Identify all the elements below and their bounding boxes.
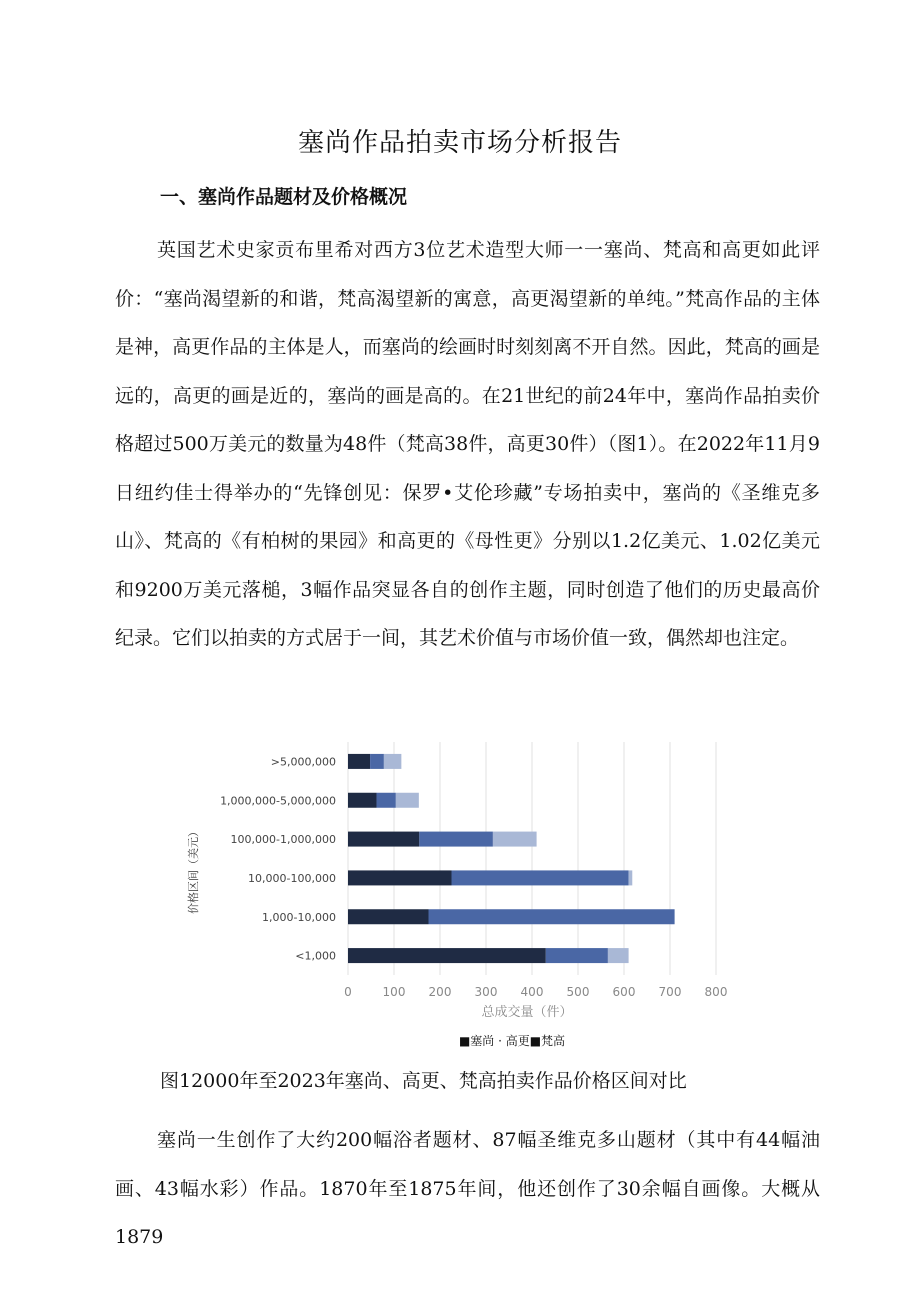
x-tick-label: 800	[704, 985, 728, 999]
bar-塞尚-2	[348, 870, 452, 885]
x-tick-label: 300	[474, 985, 498, 999]
y-tick-label: >5,000,000	[270, 755, 336, 769]
bar-高更-1	[429, 909, 675, 924]
paragraph-intro: 英国艺术史家贡布里希对西方3位艺术造型大师一一塞尚、梵高和高更如此评价：“塞尚渴望新的和谐，梵高渴望新的寓意，高更渴望新的单纯。”梵高作品的主体是神，高更作品的主体是人，而塞尚的绘画时时刻刻离不开自然。因此，梵高的画是远的，高更的画是近的，塞尚的画是高的。在21世纪的前24年中，塞尚作品拍卖价格超过500万美元的数量为48件（梵高38件，高更30件）（图1）。在2022年11月9日纽约佳士得举办的“先锋创见：保罗•艾伦珍藏”专场拍卖中，塞尚的《圣维克多山》、梵高的《有柏树的果园》和高更的《母性更》分别以1.2亿美元、1.02亿美元和9200万美元落槌，3幅作品突显各自的创作主题，同时创造了他们的历史最高价纪录。它们以拍卖的方式居于一间，其艺术价值与市场价值一致，偶然却也注定。	[115, 239, 820, 649]
bar-塞尚-1	[348, 909, 429, 924]
bar-梵高-4	[396, 793, 419, 808]
x-tick-label: 600	[612, 985, 636, 999]
x-tick-label: 500	[566, 985, 590, 999]
bar-塞尚-5	[348, 754, 370, 769]
document-title: 塞尚作品拍卖市场分析报告	[297, 128, 622, 158]
chart-x-tick-labels	[344, 985, 727, 999]
bar-梵高-5	[384, 754, 401, 769]
chart-y-tick-labels	[220, 755, 336, 962]
y-tick-label: <1,000	[295, 949, 336, 963]
x-tick-label: 200	[428, 985, 452, 999]
bar-高更-4	[377, 793, 396, 808]
bar-塞尚-3	[348, 832, 419, 847]
chart-y-axis-label: 价格区间（美元）	[187, 826, 200, 914]
price-range-chart	[185, 730, 745, 1060]
chart-legend: ■塞尚 · 高更■梵高	[458, 1034, 566, 1048]
bar-塞尚-4	[348, 793, 377, 808]
y-tick-label: 1,000-10,000	[262, 910, 336, 924]
bar-高更-3	[419, 832, 493, 847]
bar-梵高-2	[629, 870, 633, 885]
bar-高更-5	[370, 754, 384, 769]
x-tick-label: 100	[382, 985, 406, 999]
figure-caption: 图12000年至2023年塞尚、高更、梵高拍卖作品价格区间对比	[160, 1070, 687, 1092]
bar-高更-2	[452, 870, 629, 885]
bar-梵高-0	[608, 948, 629, 963]
y-tick-label: 1,000,000-5,000,000	[220, 794, 336, 808]
chart-x-axis-label: 总成交量（件）	[481, 1005, 573, 1020]
y-tick-label: 100,000-1,000,000	[230, 833, 336, 847]
y-tick-label: 10,000-100,000	[248, 871, 336, 885]
bar-高更-0	[546, 948, 608, 963]
paragraph-subjects: 塞尚一生创作了大约200幅浴者题材、87幅圣维克多山题材（其中有44幅油画、43幅水彩）作品。1870年至1875年间，他还创作了30余幅自画像。大概从1879	[115, 1129, 820, 1248]
chart-grid	[348, 742, 716, 975]
chart-bars	[348, 754, 675, 963]
section-heading: 一、塞尚作品题材及价格概况	[160, 186, 408, 208]
bar-塞尚-0	[348, 948, 546, 963]
x-tick-label: 400	[520, 985, 544, 999]
x-tick-label: 0	[344, 985, 352, 999]
x-tick-label: 700	[658, 985, 682, 999]
bar-梵高-3	[493, 832, 537, 847]
